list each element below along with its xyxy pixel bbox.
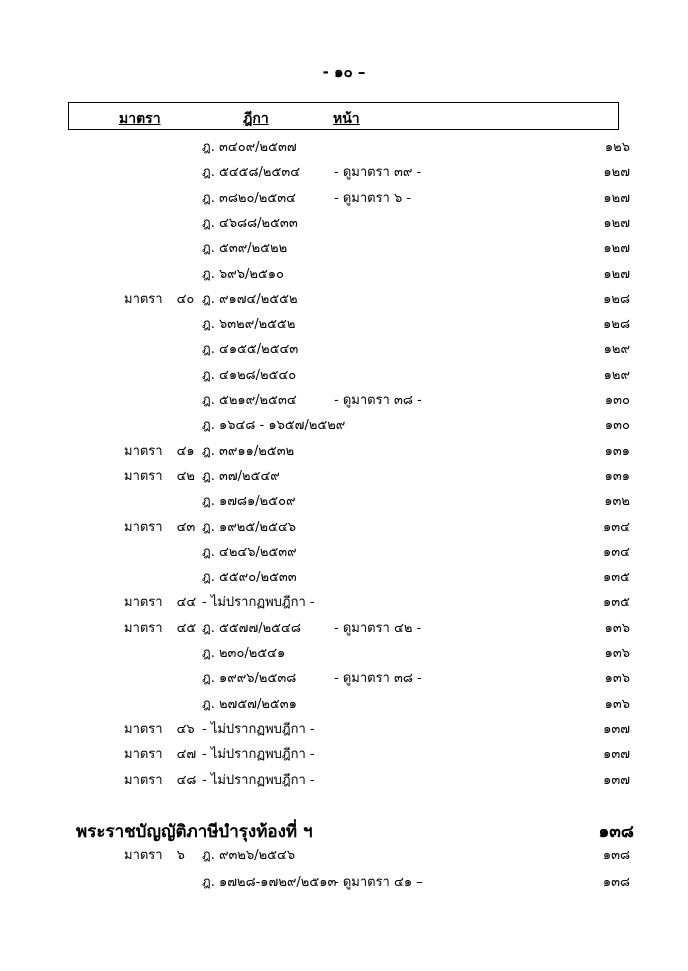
section-number: ๔๖ [176,721,195,737]
page-ref: ๑๒๘ [603,291,630,307]
list-item [0,390,688,412]
section-label: มาตรา [124,468,163,484]
page-ref: ๑๓๑ [604,443,630,459]
section-cell [124,314,138,336]
ruling-ref: ฎ. ๖๙๖/๒๕๑๐ [202,266,284,282]
ruling-ref: ฎ. ๓๘๒๐/๒๕๓๔ [202,190,296,206]
list-item [0,491,688,513]
list-item [0,567,688,589]
list-item [0,872,688,894]
section-cell [124,238,138,260]
section-cell [124,694,138,716]
cross-reference: - ดูมาตรา ๓๘ - [334,393,422,408]
list-item [0,137,688,159]
list-item [0,441,688,463]
page-ref: ๑๓๒ [604,494,630,510]
ruling-ref: ฎ. ๑๗๘๑/๒๕๐๙ [202,494,296,510]
header-page-label: หน้า [333,111,360,127]
section-cell [124,517,195,539]
cross-reference: - ดูมาตรา ๓๙ - [334,165,422,181]
page-ref: ๑๓๖ [604,671,630,687]
section-cell [124,668,138,690]
section-cell [124,213,138,235]
list-item [0,618,688,640]
ruling-ref: ฎ. ๕๕๙๐/๒๕๓๓ [202,570,297,586]
page-ref: ๑๓๖ [604,696,630,712]
section-cell [124,289,194,311]
page-ref: ๑๒๖ [604,140,630,155]
ruling-ref: ฎ. ๑๙๒๕/๒๕๔๖ [202,519,297,535]
list-item [0,744,688,766]
page-ref: ๑๓๐ [604,418,630,434]
list-item [0,415,688,437]
section-number: ๔๘ [176,772,197,788]
list-item [0,592,688,614]
section-cell [124,719,195,741]
section-label: มาตรา [124,595,163,611]
list-item [0,719,688,741]
ruling-ref: ฎ. ๕๓๙/๒๕๒๒ [202,241,288,257]
page-ref: ๑๒๗ [603,215,630,231]
section-number: ๔๑ [176,443,195,459]
section-cell [124,365,138,387]
ruling-ref: ฎ. ๙๑๗๔/๒๕๕๒ [202,291,298,307]
ruling-ref: ฎ. ๓๗/๒๕๔๙ [202,468,280,484]
section-cell [124,491,138,513]
ruling-ref: ฎ. ๙๓๒๖/๒๕๔๖ [202,848,296,863]
ruling-ref: ฎ. ๔๑๒๘/๒๕๔๐ [202,367,297,383]
act-page-number: ๑๓๘ [598,822,634,842]
section-cell [124,162,138,184]
list-item [0,668,688,690]
ruling-ref: - ไม่ปรากฏพบฎีกา - [202,747,315,763]
ruling-ref: ฎ. ๕๒๑๙/๒๕๓๔ [202,393,297,408]
ruling-ref: ฎ. ๕๔๕๘/๒๕๓๔ [202,165,301,181]
list-item [0,770,688,792]
cross-reference: - ดูมาตรา ๔๑ – [334,875,423,890]
ruling-ref: ฎ. ๑๗๒๘-๑๗๒๙/๒๕๑๓ [202,875,337,890]
section-label: มาตรา [124,443,163,459]
section-cell [124,264,138,286]
ruling-ref: ฎ. ๓๔๐๙/๒๕๓๗ [202,140,297,155]
list-item [0,517,688,539]
page-ref: ๑๒๙ [603,367,630,383]
section-number: ๖ [176,848,185,863]
section-cell [124,188,138,210]
act-title: พระราชบัญญัติภาษีบำรุงท้องที่ ฯ [76,822,313,842]
section-label: มาตรา [124,772,163,788]
ruling-ref: ฎ. ๔๖๘๘/๒๕๓๓ [202,215,298,231]
cross-reference: - ดูมาตรา ๔๒ - [334,620,422,636]
section-cell [124,845,185,867]
section-cell [124,137,138,159]
list-item [0,339,688,361]
ruling-ref: ฎ. ๔๒๔๖/๒๕๓๙ [202,544,297,560]
page-number: - ๑๐ – [322,63,366,81]
page-ref: ๑๓๗ [603,772,630,788]
ruling-ref: ฎ. ๕๕๗๗/๒๕๔๘ [202,620,301,636]
header-ruling-label: ฎีกา [243,111,269,127]
list-item [0,314,688,336]
page-ref: ๑๓๑ [604,468,630,484]
section-label: มาตรา [124,721,163,737]
page-ref: ๑๒๗ [603,165,630,181]
section-cell [124,415,138,437]
section-number: ๔๓ [176,519,196,535]
section-number: ๔๕ [176,620,197,636]
section-label: มาตรา [124,291,163,307]
ruling-ref: ฎ. ๖๓๒๙/๒๕๕๒ [202,317,296,333]
page-ref: ๑๓๔ [603,544,630,560]
ruling-ref: ฎ. ๓๙๑๑/๒๕๓๒ [202,443,295,459]
index-header [68,102,619,130]
page-ref: ๑๒๙ [603,342,630,358]
section-cell [124,592,196,614]
section-cell [124,567,138,589]
ruling-ref: - ไม่ปรากฏพบฎีกา - [202,595,315,611]
ruling-ref: ฎ. ๒๗๕๗/๒๕๓๑ [202,696,297,712]
page-ref: ๑๓๗ [603,747,630,763]
list-item [0,162,688,184]
page-ref: ๑๒๗ [603,190,630,206]
list-item [0,289,688,311]
section-cell [124,390,138,412]
section-cell [124,744,196,766]
page-ref: ๑๓๕ [603,570,630,586]
list-item [0,188,688,210]
ruling-ref: - ไม่ปรากฏพบฎีกา - [202,721,315,737]
page-ref: ๑๓๗ [603,721,630,737]
cross-reference: - ดูมาตรา ๓๘ - [334,671,422,687]
list-item [0,213,688,235]
page-ref: ๑๒๘ [603,317,630,333]
page-ref: ๑๒๗ [603,241,630,257]
section-label: มาตรา [124,747,163,763]
ruling-ref: ฎ. ๑๙๙๖/๒๕๓๘ [202,671,297,687]
section-cell [124,770,196,792]
list-item [0,365,688,387]
page-ref: ๑๓๐ [604,393,630,408]
list-item [0,466,688,488]
section-cell [124,339,138,361]
page-ref: ๑๓๖ [604,646,630,661]
list-item [0,643,688,665]
section-number: ๔๐ [176,291,195,307]
page-ref: ๑๓๔ [603,519,630,535]
header-section-label: มาตรา [119,111,161,127]
list-item [0,845,688,867]
section-cell [124,618,196,640]
section-number: ๔๗ [176,747,197,763]
section-cell [124,872,138,894]
section-number: ๔๔ [176,595,197,611]
page-ref: ๑๓๖ [604,620,630,636]
section-cell [124,542,138,564]
page-ref: ๑๓๘ [602,848,630,863]
page-ref: ๑๒๗ [603,266,630,282]
section-label: มาตรา [124,519,163,535]
list-item [0,694,688,716]
section-cell [124,643,138,665]
cross-reference: - ดูมาตรา ๖ - [334,190,412,206]
section-number: ๔๒ [176,468,196,484]
list-item [0,542,688,564]
section-cell [124,466,195,488]
ruling-ref: ฎ. ๑๖๔๘ - ๑๖๕๗/๒๕๒๙ [202,418,346,434]
page-ref: ๑๓๘ [602,875,630,890]
ruling-ref: ฎ. ๒๓๐/๒๕๔๑ [202,646,286,661]
section-label: มาตรา [124,848,163,863]
list-item [0,264,688,286]
page-ref: ๑๓๕ [603,595,630,611]
ruling-ref: ฎ. ๔๑๕๕/๒๕๔๓ [202,342,299,358]
section-cell [124,441,195,463]
list-item [0,238,688,260]
ruling-ref: - ไม่ปรากฏพบฎีกา - [202,772,315,788]
section-label: มาตรา [124,620,163,636]
